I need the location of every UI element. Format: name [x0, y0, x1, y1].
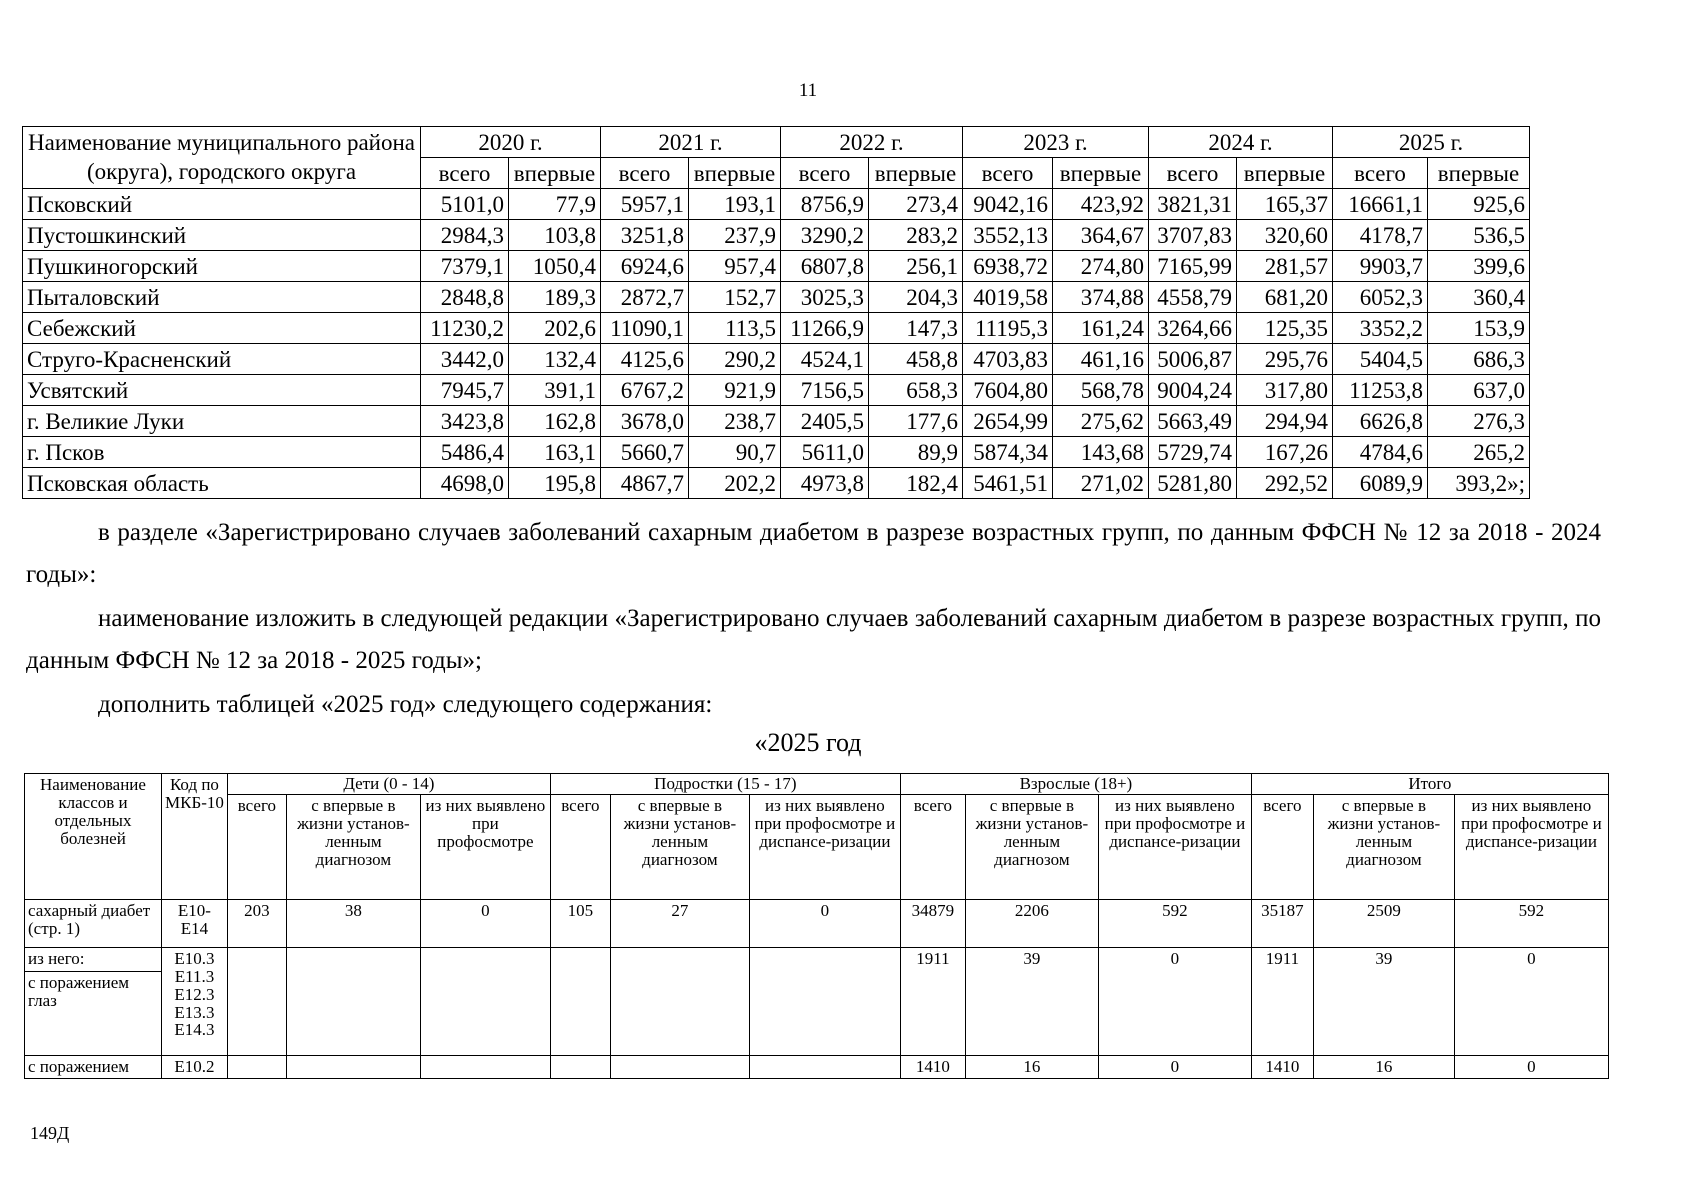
cell-value: 374,88: [1053, 282, 1149, 313]
cell-value: 163,1: [509, 437, 601, 468]
table-row: [23, 468, 1530, 499]
cell-value: 6924,6: [601, 251, 689, 282]
paragraph-rename: [26, 598, 1601, 682]
page-number: 11: [798, 80, 818, 101]
cell-value: 2405,5: [781, 406, 869, 437]
table-row: [23, 282, 1530, 313]
cell-value: 292,52: [1237, 468, 1333, 499]
cell-value: 5281,80: [1149, 468, 1237, 499]
cell-value: 686,3: [1428, 344, 1530, 375]
table-row: [25, 900, 1609, 948]
cell-value: 295,76: [1237, 344, 1333, 375]
cell-value: 283,2: [869, 220, 963, 251]
table-row: [23, 251, 1530, 282]
document-code: 149Д: [30, 1123, 70, 1143]
cell-value: 275,62: [1053, 406, 1149, 437]
subheader-found-at-exam: из них выявлено при профосмотре и диспансе-ризации: [1454, 795, 1608, 900]
cell-value: 195,8: [509, 468, 601, 499]
cell-value: 5729,74: [1149, 437, 1237, 468]
icd-code: E10.2: [162, 1056, 228, 1079]
cell-value: 147,3: [869, 313, 963, 344]
cell-value: 132,4: [509, 344, 601, 375]
subheader-first-diagnosed: с впервые в жизни установ-ленным диагнозом: [286, 795, 420, 900]
cell-value: 3821,31: [1149, 189, 1237, 220]
subheader-total: всего: [421, 158, 509, 189]
cell-value: 0: [1454, 1056, 1608, 1079]
cell-value: 568,78: [1053, 375, 1149, 406]
cell-value: 592: [1454, 900, 1608, 948]
cell-value: 2848,8: [421, 282, 509, 313]
cell-value: 193,1: [689, 189, 781, 220]
cell-value: 4524,1: [781, 344, 869, 375]
cell-value: 2509: [1313, 900, 1454, 948]
cell-value: 3352,2: [1333, 313, 1428, 344]
cell-value: 125,35: [1237, 313, 1333, 344]
cell-value: 294,94: [1237, 406, 1333, 437]
paragraph-add-table: [26, 684, 1601, 726]
cell-value: 3678,0: [601, 406, 689, 437]
cell-value: 203: [227, 900, 286, 948]
cell-value: 143,68: [1053, 437, 1149, 468]
cell-value: 536,5: [1428, 220, 1530, 251]
cell-value: 9042,16: [963, 189, 1053, 220]
subheader-first: впервые: [689, 158, 781, 189]
cell-value: 320,60: [1237, 220, 1333, 251]
year-header: 2022 г.: [781, 127, 963, 158]
cell-value: 1410: [900, 1056, 965, 1079]
group-header-children: Дети (0 - 14): [227, 774, 550, 795]
cell-value: 2654,99: [963, 406, 1053, 437]
subheader-total: всего: [1149, 158, 1237, 189]
paragraph-text: наименование изложить в следующей редакции «Зарегистрировано случаев заболеваний сахарным диабетом в разрезе возрастных групп, по данным ФФСН № 12 за 2018 - 2025 годы»;: [26, 605, 1601, 674]
cell-value: 4867,7: [601, 468, 689, 499]
cell-value: 637,0: [1428, 375, 1530, 406]
cell-value: 105: [550, 900, 610, 948]
cell-value: 7604,80: [963, 375, 1053, 406]
cell-value: 38: [286, 900, 420, 948]
cell-value: 2984,3: [421, 220, 509, 251]
year-header-row: [23, 127, 1530, 158]
district-name: Пустошкинский: [23, 220, 421, 251]
cell-value: 6807,8: [781, 251, 869, 282]
incidence-table: [22, 126, 1530, 499]
cell-value: [286, 1056, 420, 1079]
cell-value: 161,24: [1053, 313, 1149, 344]
cell-value: 458,8: [869, 344, 963, 375]
disease-name-header: Наименование классов и отдельных болезней: [25, 774, 162, 900]
cell-value: 189,3: [509, 282, 601, 313]
cell-value: 6626,8: [1333, 406, 1428, 437]
cell-value: 4178,7: [1333, 220, 1428, 251]
cell-value: 167,26: [1237, 437, 1333, 468]
cell-value: 16: [1313, 1056, 1454, 1079]
subheader-found-at-exam: из них выявлено при профосмотре: [420, 795, 550, 900]
table-row: [23, 189, 1530, 220]
disease-name-prefix: из него:: [25, 948, 162, 972]
table-row: [23, 375, 1530, 406]
cell-value: 957,4: [689, 251, 781, 282]
table-row: [25, 1056, 1609, 1079]
cell-value: 423,92: [1053, 189, 1149, 220]
cell-value: 317,80: [1237, 375, 1333, 406]
cell-value: 274,80: [1053, 251, 1149, 282]
cell-value: [420, 1056, 550, 1079]
subheader-first: впервые: [509, 158, 601, 189]
cell-value: [286, 948, 420, 1056]
year-header: 2025 г.: [1333, 127, 1530, 158]
cell-value: 921,9: [689, 375, 781, 406]
group-header-total: Итого: [1251, 774, 1608, 795]
cell-value: 16661,1: [1333, 189, 1428, 220]
cell-value: 592: [1098, 900, 1251, 948]
cell-value: 7945,7: [421, 375, 509, 406]
table-caption: «2025 год: [754, 728, 862, 757]
cell-value: 34879: [900, 900, 965, 948]
cell-value: 5486,4: [421, 437, 509, 468]
cell-value: [610, 948, 749, 1056]
subheader-first: впервые: [1053, 158, 1149, 189]
diabetes-age-table: [24, 773, 1609, 1079]
cell-value: [550, 948, 610, 1056]
cell-value: 3707,83: [1149, 220, 1237, 251]
subheader-total: всего: [963, 158, 1053, 189]
cell-value: 152,7: [689, 282, 781, 313]
subheader-first: впервые: [869, 158, 963, 189]
cell-value: 11090,1: [601, 313, 689, 344]
cell-value: 202,6: [509, 313, 601, 344]
cell-value: 11266,9: [781, 313, 869, 344]
cell-value: 391,1: [509, 375, 601, 406]
cell-value: 290,2: [689, 344, 781, 375]
cell-value: 0: [1454, 948, 1608, 1056]
cell-value: 5404,5: [1333, 344, 1428, 375]
cell-value: 237,9: [689, 220, 781, 251]
cell-value: 461,16: [1053, 344, 1149, 375]
table-row: [23, 344, 1530, 375]
table-row: [23, 437, 1530, 468]
cell-value: 162,8: [509, 406, 601, 437]
cell-value: 238,7: [689, 406, 781, 437]
cell-value: [610, 1056, 749, 1079]
cell-value: 5874,34: [963, 437, 1053, 468]
cell-value: 3264,66: [1149, 313, 1237, 344]
cell-value: 77,9: [509, 189, 601, 220]
cell-value: 165,37: [1237, 189, 1333, 220]
cell-value: 4558,79: [1149, 282, 1237, 313]
cell-value: 9004,24: [1149, 375, 1237, 406]
cell-value: 153,9: [1428, 313, 1530, 344]
cell-value: 204,3: [869, 282, 963, 313]
cell-value: 89,9: [869, 437, 963, 468]
cell-value: 2872,7: [601, 282, 689, 313]
cell-value: 9903,7: [1333, 251, 1428, 282]
subheader-first-diagnosed: с впервые в жизни установ-ленным диагнозом: [1313, 795, 1454, 900]
cell-value: 4698,0: [421, 468, 509, 499]
cell-value: 6089,9: [1333, 468, 1428, 499]
cell-value: [749, 948, 900, 1056]
subheader-found-at-exam: из них выявлено при профосмотре и диспансе-ризации: [749, 795, 900, 900]
subheader-found-at-exam: из них выявлено при профосмотре и диспансе-ризации: [1098, 795, 1251, 900]
cell-value: 6938,72: [963, 251, 1053, 282]
cell-value: [550, 1056, 610, 1079]
table-row: [25, 948, 1609, 972]
cell-value: 681,20: [1237, 282, 1333, 313]
cell-value: 658,3: [869, 375, 963, 406]
cell-value: 5611,0: [781, 437, 869, 468]
icd-code-header: Код по МКБ-10: [162, 774, 228, 900]
cell-value: 39: [965, 948, 1098, 1056]
cell-value: 1050,4: [509, 251, 601, 282]
year-header: 2021 г.: [601, 127, 781, 158]
icd-code: E10.3 E11.3 E12.3 E13.3 E14.3: [162, 948, 228, 1056]
icd-code: E10-E14: [162, 900, 228, 948]
district-name: Пушкиногорский: [23, 251, 421, 282]
cell-value: 8756,9: [781, 189, 869, 220]
table-row: [23, 220, 1530, 251]
cell-value: 103,8: [509, 220, 601, 251]
cell-value: 3552,13: [963, 220, 1053, 251]
cell-value: 364,67: [1053, 220, 1149, 251]
cell-value: 3442,0: [421, 344, 509, 375]
cell-value: 27: [610, 900, 749, 948]
cell-value: 0: [1098, 948, 1251, 1056]
cell-value: 0: [1098, 1056, 1251, 1079]
cell-value: 182,4: [869, 468, 963, 499]
district-name: Себежский: [23, 313, 421, 344]
district-name: Усвятский: [23, 375, 421, 406]
cell-value: 0: [749, 900, 900, 948]
subheader-total: всего: [550, 795, 610, 900]
cell-value: 5006,87: [1149, 344, 1237, 375]
cell-value: 256,1: [869, 251, 963, 282]
district-name: г. Великие Луки: [23, 406, 421, 437]
subheader-total: всего: [1251, 795, 1313, 900]
cell-value: 0: [420, 900, 550, 948]
cell-value: 5663,49: [1149, 406, 1237, 437]
year-header: 2020 г.: [421, 127, 601, 158]
cell-value: 177,6: [869, 406, 963, 437]
year-header: 2023 г.: [963, 127, 1149, 158]
cell-value: [749, 1056, 900, 1079]
cell-value: 360,4: [1428, 282, 1530, 313]
group-header-adults: Взрослые (18+): [900, 774, 1251, 795]
table-row: [23, 406, 1530, 437]
district-name: Струго-Красненский: [23, 344, 421, 375]
cell-value: 1911: [900, 948, 965, 1056]
subheader-row: [25, 795, 1609, 900]
cell-value: 3423,8: [421, 406, 509, 437]
cell-value: 4019,58: [963, 282, 1053, 313]
cell-value: 5957,1: [601, 189, 689, 220]
district-name: Пыталовский: [23, 282, 421, 313]
cell-value: 925,6: [1428, 189, 1530, 220]
cell-value: 7379,1: [421, 251, 509, 282]
cell-value: 35187: [1251, 900, 1313, 948]
cell-value: 265,2: [1428, 437, 1530, 468]
cell-value: 273,4: [869, 189, 963, 220]
cell-value: 281,57: [1237, 251, 1333, 282]
disease-name: с поражением: [25, 1056, 162, 1079]
cell-value: 276,3: [1428, 406, 1530, 437]
cell-value: 11253,8: [1333, 375, 1428, 406]
subheader-first: впервые: [1237, 158, 1333, 189]
cell-value: 39: [1313, 948, 1454, 1056]
cell-value: 16: [965, 1056, 1098, 1079]
cell-value: 5461,51: [963, 468, 1053, 499]
cell-value: 4125,6: [601, 344, 689, 375]
table-row: [23, 313, 1530, 344]
cell-value: 3251,8: [601, 220, 689, 251]
subheader-first: впервые: [1428, 158, 1530, 189]
cell-value: 2206: [965, 900, 1098, 948]
paragraph-text: дополнить таблицей «2025 год» следующего содержания:: [98, 691, 713, 718]
cell-value: 90,7: [689, 437, 781, 468]
cell-value: 1410: [1251, 1056, 1313, 1079]
cell-value: 4703,83: [963, 344, 1053, 375]
cell-value: 1911: [1251, 948, 1313, 1056]
subheader-total: всего: [601, 158, 689, 189]
paragraph-section: [26, 512, 1601, 596]
district-name: г. Псков: [23, 437, 421, 468]
cell-value: 271,02: [1053, 468, 1149, 499]
cell-value: 11230,2: [421, 313, 509, 344]
subheader-total: всего: [1333, 158, 1428, 189]
disease-name: сахарный диабет (стр. 1): [25, 900, 162, 948]
subheader-total: всего: [781, 158, 869, 189]
subheader-total: всего: [227, 795, 286, 900]
cell-value: [227, 1056, 286, 1079]
subheader-first-diagnosed: с впервые в жизни установ-ленным диагнозом: [610, 795, 749, 900]
cell-value: 202,2: [689, 468, 781, 499]
cell-value: 393,2»;: [1428, 468, 1530, 499]
group-header-row: [25, 774, 1609, 795]
disease-name: с поражением глаз: [25, 972, 162, 1056]
subheader-first-diagnosed: с впервые в жизни установ-ленным диагнозом: [965, 795, 1098, 900]
cell-value: 6052,3: [1333, 282, 1428, 313]
cell-value: 11195,3: [963, 313, 1053, 344]
district-name: Псковский: [23, 189, 421, 220]
cell-value: 7165,99: [1149, 251, 1237, 282]
cell-value: 7156,5: [781, 375, 869, 406]
year-header: 2024 г.: [1149, 127, 1333, 158]
cell-value: 5660,7: [601, 437, 689, 468]
cell-value: 4784,6: [1333, 437, 1428, 468]
cell-value: 399,6: [1428, 251, 1530, 282]
group-header-teens: Подростки (15 - 17): [550, 774, 900, 795]
paragraph-text: в разделе «Зарегистрировано случаев заболеваний сахарным диабетом в разрезе возрастных групп, по данным ФФСН № 12 за 2018 - 2024 годы»:: [26, 519, 1601, 588]
subheader-total: всего: [900, 795, 965, 900]
district-column-header: Наименование муниципального района (округа), городского округа: [23, 127, 421, 189]
cell-value: [420, 948, 550, 1056]
cell-value: 113,5: [689, 313, 781, 344]
cell-value: 4973,8: [781, 468, 869, 499]
cell-value: 3290,2: [781, 220, 869, 251]
district-name: Псковская область: [23, 468, 421, 499]
cell-value: 6767,2: [601, 375, 689, 406]
cell-value: 5101,0: [421, 189, 509, 220]
cell-value: 3025,3: [781, 282, 869, 313]
cell-value: [227, 948, 286, 1056]
